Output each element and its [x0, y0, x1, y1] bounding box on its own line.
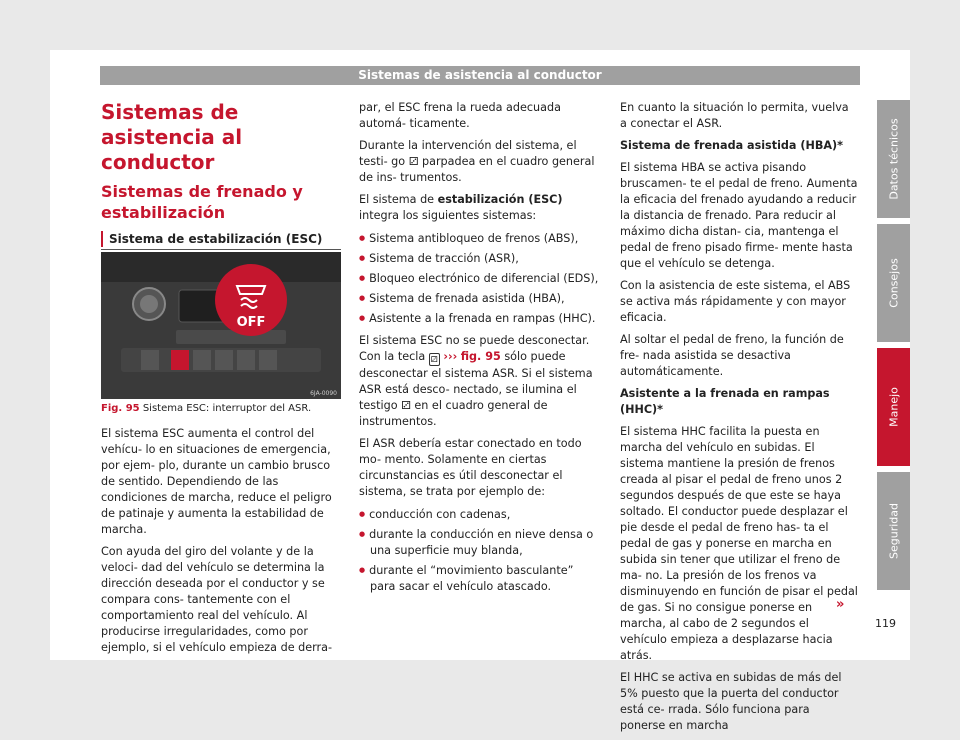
- list-item: ● durante la conducción en nieve densa o una superficie muy blanda,: [359, 526, 601, 559]
- dashboard-illustration: [101, 252, 341, 399]
- column-2: [359, 100, 601, 598]
- figure-label: Fig. 95: [101, 403, 140, 414]
- paragraph: El sistema HBA se activa pisando bruscamen- te el pedal de freno. Aumenta la eficacia del frenado ayudando a reducir la distancia de frenado. Para reducir al máximo dicha distan- cia, mantenga el pedal de freno pisado firme- mente hasta que el vehículo se detenga.: [620, 161, 858, 270]
- tab-manejo[interactable]: Manejo: [877, 348, 910, 466]
- off-badge: OFF: [236, 315, 266, 330]
- tab-datos-tecnicos[interactable]: Datos técnicos: [877, 100, 910, 218]
- list-item: ● conducción con cadenas,: [359, 506, 601, 523]
- tab-seguridad[interactable]: Seguridad: [877, 472, 910, 590]
- list-item: ● Asistente a la frenada en rampas (HHC).: [359, 310, 601, 327]
- paragraph: El sistema HHC facilita la puesta en marcha del vehículo en subidas. El sistema mantiene la presión de frenos creada al pisar el pedal de freno unos 2 segundos después de que este se haya soltado. El conductor puede desplazar el pie desde el pedal de freno has- ta el pedal de gas y ponerse en marcha en subida sin tener que utilizar el freno de ma- no. La presión de los frenos va disminuyendo en función de pisar el pedal de gas. Si no consigue ponerse en marcha, al cabo de 2 segundos el vehículo empieza a desplazarse hacia atrás.: [620, 425, 858, 662]
- paragraph: El HHC se activa en subidas de más del 5% puesto que la puerta del conductor está ce- rrada. Sólo funciona para ponerse en marcha: [620, 671, 842, 732]
- running-header: Sistemas de asistencia al conductor: [100, 66, 860, 85]
- column-3: [620, 100, 858, 740]
- list-item: ● durante el “movimiento basculante” para sacar el vehículo atascado.: [359, 562, 601, 595]
- paragraph: par, el ESC frena la rueda adecuada automá- ticamente.: [359, 101, 561, 130]
- paragraph: Al soltar el pedal de freno, la función de fre- nada asistida se desactiva automáticamente.: [620, 333, 844, 378]
- paragraph: El sistema ESC no se puede desconectar. Con la tecla ⚂ ››› fig. 95 sólo puede desconectar el sistema ASR. Si el sistema ASR está desco- nectado, se ilumina el testigo ⚂ en el cuadro general de instrumentos.: [359, 334, 593, 428]
- figure-caption-text: Sistema ESC: interruptor del ASR.: [142, 403, 312, 414]
- reference-arrow-icon: ›››: [443, 350, 458, 363]
- figure-95: [101, 252, 341, 399]
- column-1: [101, 100, 341, 264]
- figure-reference[interactable]: fig. 95: [460, 350, 501, 363]
- esc-warning-icon: ⚂: [408, 155, 419, 168]
- list-item: ● Bloqueo electrónico de diferencial (EDS),: [359, 270, 601, 287]
- hba-heading: Sistema de frenada asistida (HBA)*: [620, 139, 843, 152]
- page-number: 119: [875, 617, 896, 630]
- tab-consejos[interactable]: Consejos: [877, 224, 910, 342]
- list-item: ● Sistema de frenada asistida (HBA),: [359, 290, 601, 307]
- paragraph: Durante la intervención del sistema, el testi- go ⚂ parpadea en el cuadro general de ins- trumentos.: [359, 139, 595, 184]
- figure-id: 6JA-0090: [310, 390, 337, 397]
- asr-key-icon: ⚂: [429, 353, 440, 366]
- continue-arrow-icon: »: [836, 597, 845, 612]
- chapter-title: Sistemas de asistencia al conductor: [101, 100, 243, 174]
- section-title: Sistemas de frenado y estabilización: [101, 182, 303, 222]
- list-item: ● Sistema de tracción (ASR),: [359, 250, 601, 267]
- column-1-body: [101, 426, 341, 662]
- esc-warning-icon: ⚂: [401, 399, 411, 412]
- paragraph: Con la asistencia de este sistema, el ABS se activa más rápidamente y con mayor eficacia.: [620, 279, 851, 324]
- list-item: ● Sistema antibloqueo de frenos (ABS),: [359, 230, 601, 247]
- hhc-heading: Asistente a la frenada en rampas (HHC)*: [620, 387, 830, 416]
- paragraph: El sistema ESC aumenta el control del vehícu- lo en situaciones de emergencia, por ejem- plo, durante un cambio brusco de sentido. Dependiendo de las condiciones de marcha, reduce el peligro de patinaje y aumenta la estabilidad de marcha.: [101, 427, 332, 536]
- paragraph: El sistema de estabilización (ESC) integra los siguientes sistemas:: [359, 193, 563, 222]
- paragraph: Con ayuda del giro del volante y de la veloci- dad del vehículo se determina la dirección deseada por el conductor y se compara cons- tantemente con el comportamiento real del vehículo. Al producirse irregularidades, como por ejemplo, si el vehículo empieza de derra-: [101, 545, 333, 654]
- paragraph: El ASR debería estar conectado en todo mo- mento. Solamente en ciertas circunstancias es útil desconectar el sistema, se trata por ejemplo de:: [359, 437, 582, 498]
- subsection-title: Sistema de estabilización (ESC): [101, 231, 341, 247]
- paragraph: En cuanto la situación lo permita, vuelva a conectar el ASR.: [620, 101, 849, 130]
- figure-caption: [101, 402, 341, 416]
